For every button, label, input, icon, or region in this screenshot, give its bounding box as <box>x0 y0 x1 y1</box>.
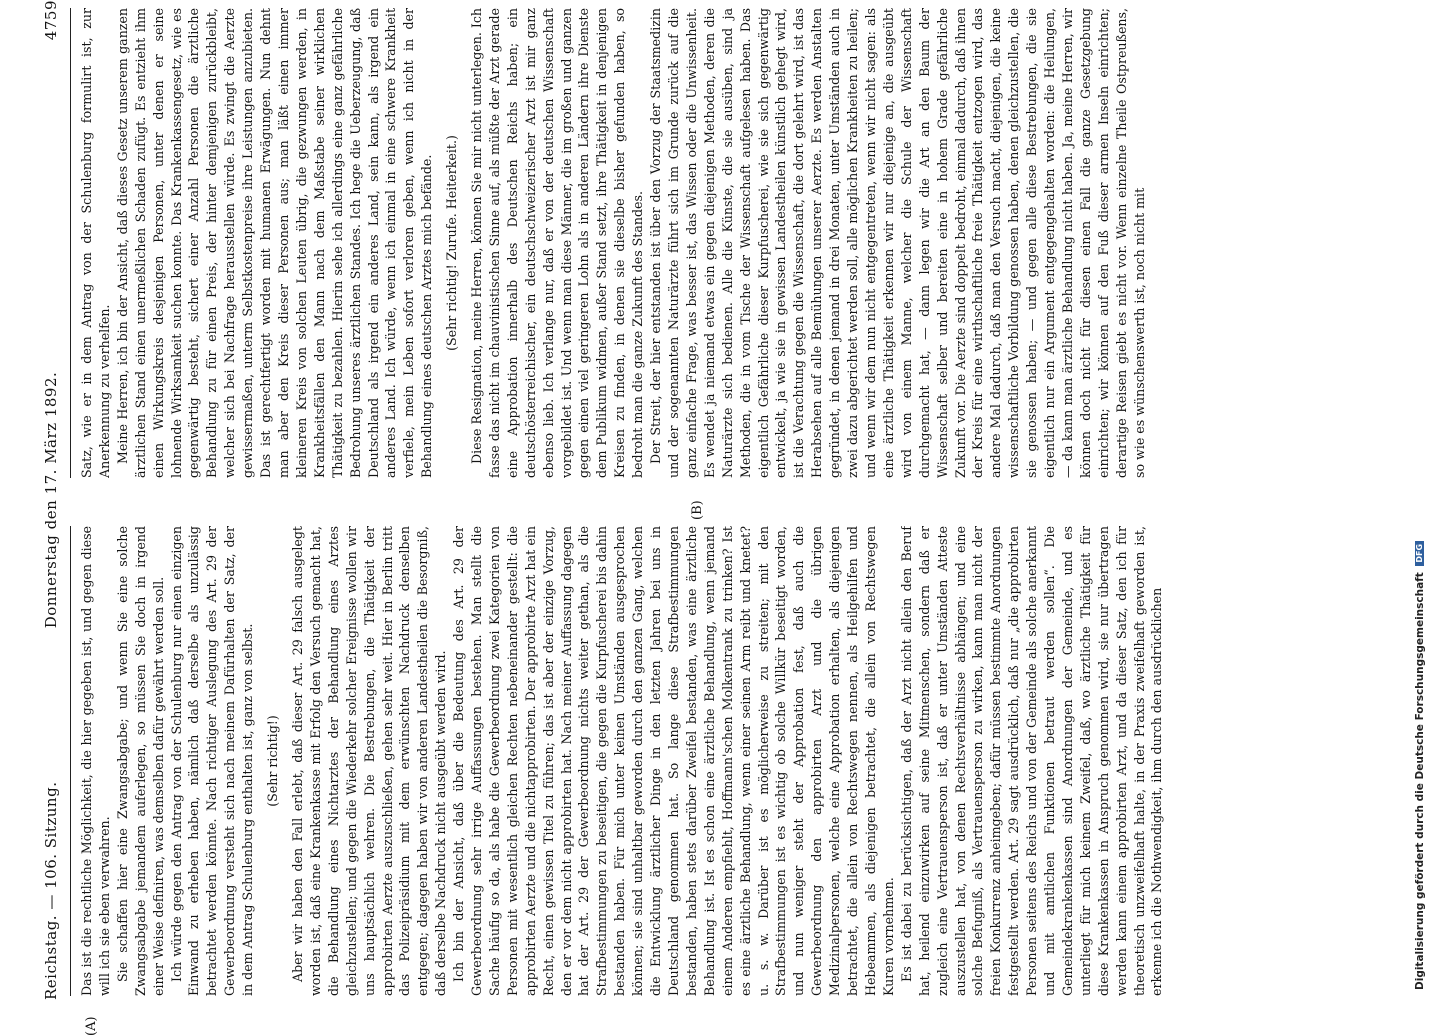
running-head <box>42 0 66 1000</box>
dfg-logo: DFG <box>1415 541 1424 566</box>
credit-text: Digitalisierung gefördert durch die Deutsche Forschungsgemeinschaft <box>1414 572 1426 990</box>
paragraph: Es ist dabei zu berücksichtigen, daß der Arzt nicht allein den Beruf hat, heilend einzuwirken auf seine Mitmenschen, sondern daß er zugleich eine Vertrauensperson ist, daß er unter Umständen Atteste auszustellen hat, von denen Rechtsverhältnisse abhängen; und eine solche Befugniß, als Vertrauensperson zu wirken, kann man nicht der freien Konkurrenz anheimgeben; dafür müssen bestimmte Anordnungen festgestellt werden. Art. 29 sagt ausdrücklich, daß nur „die approbirten Personen seitens des Reichs und von der Gemeinde als solche anerkannt und mit amtlichen Funktionen betraut werden sollen“. Die Gemeindekrankenkassen sind Anordnungen der Gemeinde, und es unterliegt für mich keinem Zweifel, daß, wo ärztliche Thätigkeit für diese Krankenkassen in Anspruch genommen wird, sie nur übertragen werden kann einem approbirten Arzt, und da dieser Satz, den ich für theoretisch unzweifelhaft halte, in der Praxis zweifelhaft geworden ist, erkenne ich die Nothwendigkeit, ihm durch den ausdrücklichen <box>898 526 1165 996</box>
applause-note: (Sehr richtig! Zurufe. Heiterkeit.) <box>444 135 460 351</box>
paragraph: Meine Herren, ich bin der Ansicht, daß dieses Gesetz unserem ganzen ärztlichen Stand einen unermeßlichen Schaden zufügt. Es entzieht ihm einen Wirkungskreis desjenigen Personen, unter denen er seine lohnende Wirksamkeit suchen konnte. Das Krankenkassengesetz, wie es gegenwärtig besteht, sichert einer Anzahl Personen die ärztliche Behandlung zu für einen Preis, der hinter demjenigen zurückbleibt, welcher sich bei Nachfrage herausstellen würde. Es zwingt die Aerzte gewissermaßen, unterm Selbstkostenpreise ihre Leistungen anzubieten. Das ist gerechtfertigt worden mit humanen Erwägungen. Nun dehnt man aber den Kreis dieser Personen aus; man läßt einen immer kleineren Kreis von solchen Leuten übrig, die gezwungen werden, in Krankheitsfällen den Mann nach dem Maßstabe seiner wirklichen Thätigkeit zu bezahlen. Hierin sehe ich allerdings eine ganz gefährliche Bedrohung unseres ärztlichen Standes. Ich hege die Ueberzeugung, daß Deutschland als irgend ein anderes Land, sein kann, als irgend ein anderes Land. Ich würde, wenn ich einmal in eine schwere Krankheit verfiele, mein Leben sofort verloren geben, wenn ich nicht in der Behandlung eines deutschen Arztes mich befände. <box>114 8 435 478</box>
paragraph: Diese Resignation, meine Herren, können Sie mir nicht unterlegen. Ich fasse das nicht im chauvinistischen Sinne auf, als müßte der Arzt gerade eine Approbation innerhalb des Deutschen Reichs haben; ein deutschösterreichischer, ein deutschschweizerischer Arzt ist mir ganz ebenso lieb. Ich verlange nur, daß er von der deutschen Wissenschaft vorgebildet ist. Und wenn man diese Männer, die im großen und ganzen gegen einen viel geringeren Lohn als in anderen Ländern ihre Dienste dem Publikum widmen, außer Stand setzt, ihre Thätigkeit in denjenigen Kreisen zu finden, in denen sie dieselbe bisher gefunden haben, so bedroht man die ganze Zukunft des Standes. <box>469 8 646 478</box>
margin-marker-a: (A) <box>84 1016 99 1036</box>
paragraph: Satz, wie er in dem Antrag von der Schulenburg formulirt ist, zur Anerkennung zu verhelfen. <box>79 8 112 478</box>
paragraph: Aber wir haben den Fall erlebt, daß dieser Art. 29 falsch ausgelegt worden ist, daß eine Krankenkasse mit Erfolg den Versuch gemacht hat, die Behandlung eines Nichtarztes der Behandlung eines Arztes gleichzustellen; und gegen die Wiederkehr solcher Ereignisse wollen wir uns hauptsächlich wehren. Die Bestrebungen, die Thätigkeit der approbirten Aerzte auszuschließen, gehen sehr weit. Hier in Berlin tritt das Polizeipräsidium mit dem erwünschten Nachdruck denselben entgegen; dagegen haben wir von anderen Landestheilen die Besorgniß, daß derselbe Nachdruck nicht ausgeübt werden wird. <box>289 526 449 996</box>
page-number: 4759 <box>42 0 60 41</box>
digitization-credit <box>1414 0 1428 990</box>
left-column-rule <box>70 526 71 996</box>
running-head-date: Donnerstag den 17. März 1892. <box>42 371 60 629</box>
paragraph: Das ist die rechtliche Möglichkeit, die hier gegeben ist, und gegen diese will ich sie eben verwahren. <box>79 526 112 996</box>
paragraph: Ich bin der Ansicht, daß über die Bedeutung des Art. 29 der Gewerbeordnung sehr irrige Auffassungen bestehen. Man stellt die Sache häufig so da, als habe die Gewerbeordnung zwei Kategorien von Personen mit wesentlich gleichen Rechten nebeneinander gestellt: die approbirten Aerzte und die nichtapprobirten. Der approbirte Arzt hat ein Recht, einen gewissen Titel zu führen; das ist aber der einzige Vorzug, den er vor dem nicht approbirten hat. Nach meiner Auffassung dagegen hat der Art. 29 der Gewerbeordnung nichts weiter gethan, als die Strafbestimmungen zu beseitigen, die gegen die Kurpfuscherei bis dahin bestanden haben. Für mich unter keinen Umständen ausgesprochen können; sie sind unhaltbar geworden durch den ganzen Gang, welchen die Entwicklung ärztlicher Dinge in den letzten Jahren bei uns in Deutschland genommen hat. So lange diese Strafbestimmungen bestanden, haben stets darüber Zweifel bestanden, was eine ärztliche Behandlung ist. Ist es schon eine ärztliche Behandlung, wenn jemand einem Anderen empfiehlt, Hoffmann'schen Molkentrank zu trinken? Ist es eine ärztliche Behandlung, wenn einer seinen Arm reibt und knetet? u. s. w. Darüber ist es möglicherweise zu streiten; mit den Strafbestimmungen ist es wichtig ob solche Willkür beseitigt worden, und nun weniger steht der Approbation fest, daß auch die Gewerbeordnung den approbirten Arzt und die übrigen Medizinalpersonen, welche eine Approbation erhalten, als diejenigen betrachtet, die allein von Rechtswegen nennen, als Heilgehilfen und Hebeammen, als diejenigen betrachtet, die allein von Rechtswegen Kuren vornehmen. <box>451 526 896 996</box>
rotated-scanned-page <box>40 0 1426 1036</box>
right-text-column <box>78 8 1288 478</box>
running-head-left: Reichstag. — 106. Sitzung. <box>42 781 60 1000</box>
right-column-rule <box>70 8 71 478</box>
applause-note: (Sehr richtig!) <box>265 715 281 807</box>
paragraph: Sie schaffen hier eine Zwangsabgabe; und wenn Sie eine solche Zwangsabgabe jemandem auferlegen, so müssen Sie doch in irgend einer Weise definiren, was demselben dafür gewährt werden soll. <box>114 526 166 996</box>
left-text-column <box>78 526 1288 996</box>
paragraph: Ich würde gegen den Antrag von der Schulenburg nur einen einzigen Einwand zu erheben haben, nämlich daß derselbe als unzulässig betrachtet werden könnte. Nach richtiger Auslegung des Art. 29 der Gewerbeordnung versteht sich nach meinem Dafürhalten der Satz, der in dem Antrag Schulenburg enthalten ist, ganz von selbst. <box>168 526 256 996</box>
margin-marker-b: (B) <box>690 500 705 520</box>
paragraph: Der Streit, der hier entstanden ist über den Vorzug der Staatsmedizin und der sogenannten Naturärzte führt sich im Grunde zurück auf die ganz einfache Frage, was besser ist, das Wissen oder die Unwissenheit. Es wendet ja niemand etwas ein gegen diejenigen Methoden, deren die Naturärzte sich bedienen. Alle die Künste, die sie ausüben, sind ja Methoden, die in vom Tische der Wissenschaft aufgelesen haben. Das eigentlich Gefährliche dieser Kurpfuscherei, wie sie sich gegenwärtig entwickelt, ja wie sie in gewissen Landestheilen künstlich gehegt wird, ist die Verachtung gegen die Wissenschaft, die dort gelehrt wird, ist das Herabsehen auf alle Bemühungen unserer Aerzte. Es werden Anstalten gegründet, in denen jemand in drei Monaten, unter Umständen auch in zwei dazu abgerichtet werden soll, alle möglichen Krankheiten zu heilen; und wenn wir dem nun nicht entgegentreten, wenn wir nicht sagen: als eine ärztliche Thätigkeit erkennen wir nur diejenige an, die ausgeübt wird von einem Manne, welcher die Schule der Wissenschaft durchgemacht hat, — dann legen wir die Art an den Baum der Wissenschaft selber und bereiten eine in hohem Grade gefährliche Zukunft vor. Die Aerzte sind doppelt bedroht, einmal dadurch, daß ihnen der Kreis für eine wirthschaftliche freie Thätigkeit entzogen wird, das andere Mal dadurch, daß man den Versuch macht, diejenigen, die keine wissenschaftliche Vorbildung genossen haben, denen gleichzustellen, die sie genossen haben; — und gegen alle diese Bestrebungen, die sie eigentlich nur ein Argument entgegengehalten worden: die Heilungen, — da kann man ärztliche Behandlung nicht haben. Ja, meine Herren, wir können doch nicht für diesen einen Fall die ganze Gesetzgebung einrichten; wir können auf den Fuß dieser armen Inseln einrichten; derartige Reisen giebt es nicht vor. Wenn einzelne Theile Ostpreußens, so wie es wünschenswerth ist, noch nicht mit <box>648 8 1147 478</box>
